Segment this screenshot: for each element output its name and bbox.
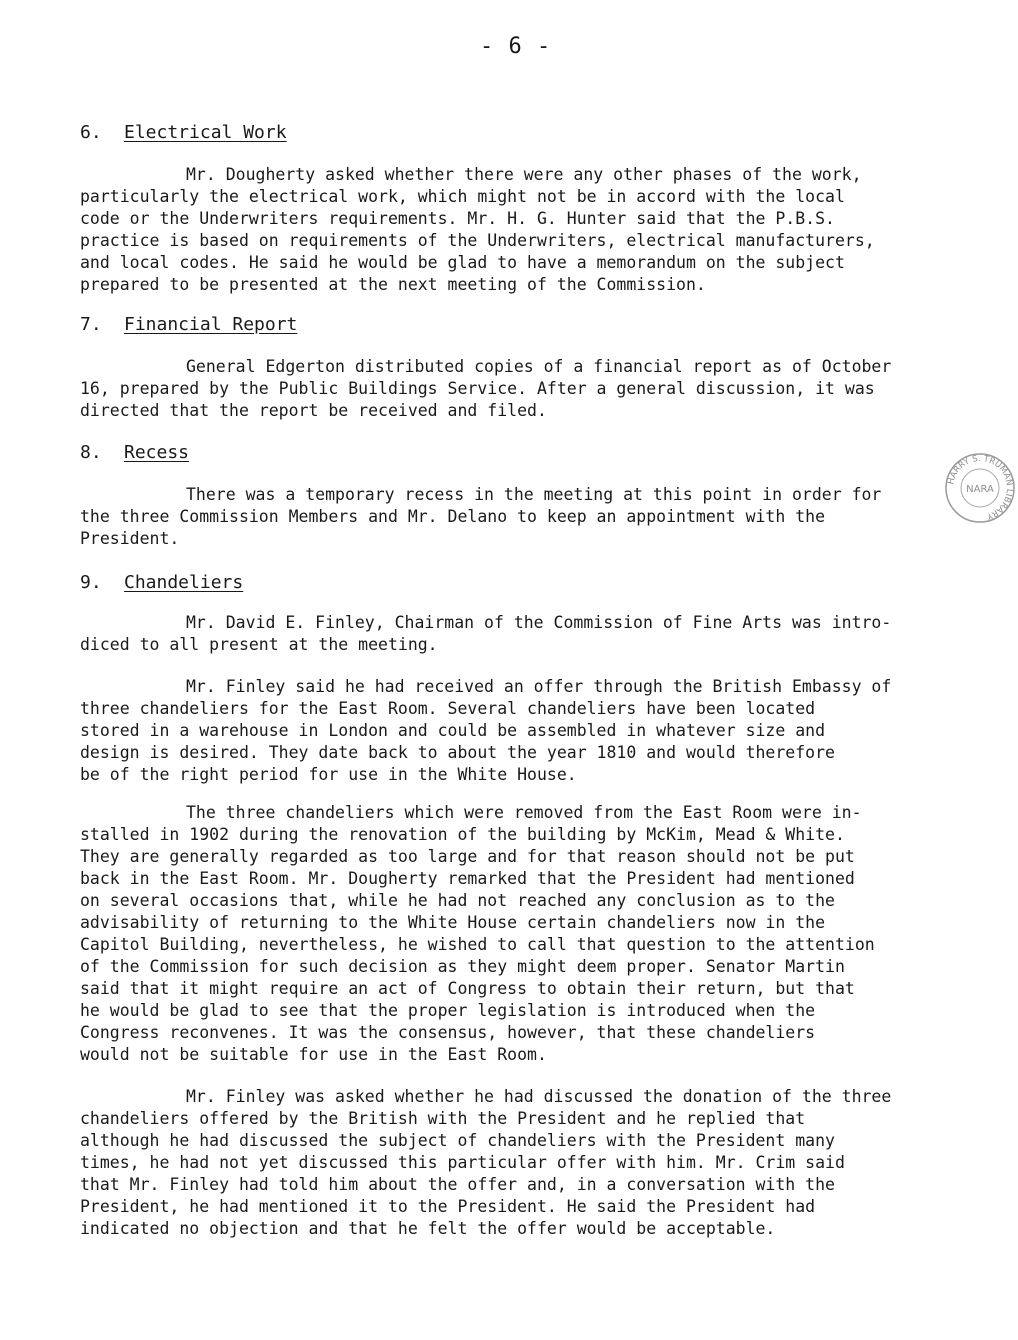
text-line: three chandeliers for the East Room. Several chandeliers have been located bbox=[80, 699, 816, 718]
section-heading-financial-report bbox=[80, 314, 297, 335]
section-number: 8. bbox=[80, 442, 102, 463]
paragraph-financial-report bbox=[80, 356, 960, 422]
text-line: be of the right period for use in the White House. bbox=[80, 765, 577, 784]
text-line: They are generally regarded as too large and for that reason should not be put bbox=[80, 847, 855, 866]
text-line: Mr. Finley said he had received an offer through the British Embassy of bbox=[186, 677, 892, 696]
paragraph-chandeliers-3 bbox=[80, 802, 960, 1066]
text-line: President, he had mentioned it to the President. He said the President had bbox=[80, 1197, 816, 1216]
text-line: said that it might require an act of Congress to obtain their return, but that bbox=[80, 979, 855, 998]
section-heading-recess bbox=[80, 442, 189, 463]
section-title: Recess bbox=[124, 442, 190, 463]
text-line: code or the Underwriters requirements. Mr. H. G. Hunter said that the P.B.S. bbox=[80, 209, 835, 228]
section-number: 6. bbox=[80, 122, 102, 143]
text-line: back in the East Room. Mr. Dougherty remarked that the President had mentioned bbox=[80, 869, 855, 888]
section-title: Chandeliers bbox=[124, 572, 244, 593]
page-number: - 6 - bbox=[480, 34, 552, 59]
text-line: he would be glad to see that the proper legislation is introduced when the bbox=[80, 1001, 816, 1020]
svg-text:HARRY S. TRUMAN LIBRARY: HARRY S. TRUMAN LIBRARY bbox=[946, 453, 1015, 521]
text-line: would not be suitable for use in the East Room. bbox=[80, 1045, 547, 1064]
text-line: Mr. Dougherty asked whether there were any other phases of the work, bbox=[186, 165, 862, 184]
paragraph-chandeliers-1 bbox=[80, 612, 960, 656]
text-line: particularly the electrical work, which might not be in accord with the local bbox=[80, 187, 845, 206]
section-number: 7. bbox=[80, 314, 102, 335]
section-number: 9. bbox=[80, 572, 102, 593]
text-line: on several occasions that, while he had not reached any conclusion as to the bbox=[80, 891, 835, 910]
text-line: The three chandeliers which were removed from the East Room were in- bbox=[186, 803, 862, 822]
text-line: stalled in 1902 during the renovation of the building by McKim, Mead & White. bbox=[80, 825, 845, 844]
text-line: indicated no objection and that he felt the offer would be acceptable. bbox=[80, 1219, 776, 1238]
section-title: Electrical Work bbox=[124, 122, 287, 143]
paragraph-chandeliers-2 bbox=[80, 676, 960, 786]
text-line: the three Commission Members and Mr. Delano to keep an appointment with the bbox=[80, 507, 826, 526]
text-line: President. bbox=[80, 529, 180, 548]
section-heading-chandeliers bbox=[80, 572, 243, 593]
text-line: practice is based on requirements of the Underwriters, electrical manufacturers, bbox=[80, 231, 875, 250]
text-line: Mr. David E. Finley, Chairman of the Commission of Fine Arts was intro- bbox=[186, 613, 892, 632]
text-line: chandeliers offered by the British with the President and he replied that bbox=[80, 1109, 806, 1128]
paragraph-chandeliers-4 bbox=[80, 1086, 960, 1240]
paragraph-electrical-work bbox=[80, 164, 960, 296]
text-line: directed that the report be received and filed. bbox=[80, 401, 547, 420]
text-line: times, he had not yet discussed this particular offer with him. Mr. Crim said bbox=[80, 1153, 845, 1172]
section-title: Financial Report bbox=[124, 314, 298, 335]
text-line: of the Commission for such decision as they might deem proper. Senator Martin bbox=[80, 957, 845, 976]
text-line: design is desired. They date back to about the year 1810 and would therefore bbox=[80, 743, 835, 762]
library-seal-stamp bbox=[944, 452, 1016, 524]
text-line: prepared to be presented at the next meeting of the Commission. bbox=[80, 275, 706, 294]
text-line: Capitol Building, nevertheless, he wished to call that question to the attention bbox=[80, 935, 875, 954]
text-line: although he had discussed the subject of chandeliers with the President many bbox=[80, 1131, 835, 1150]
text-line: 16, prepared by the Public Buildings Service. After a general discussion, it was bbox=[80, 379, 875, 398]
text-line: General Edgerton distributed copies of a financial report as of October bbox=[186, 357, 892, 376]
svg-text:NARA: NARA bbox=[966, 484, 994, 495]
text-line: There was a temporary recess in the meeting at this point in order for bbox=[186, 485, 882, 504]
text-line: stored in a warehouse in London and could be assembled in whatever size and bbox=[80, 721, 826, 740]
text-line: and local codes. He said he would be glad to have a memorandum on the subject bbox=[80, 253, 845, 272]
paragraph-recess bbox=[80, 484, 960, 550]
section-heading-electrical-work bbox=[80, 122, 287, 143]
text-line: that Mr. Finley had told him about the offer and, in a conversation with the bbox=[80, 1175, 835, 1194]
text-line: diced to all present at the meeting. bbox=[80, 635, 438, 654]
text-line: Congress reconvenes. It was the consensus, however, that these chandeliers bbox=[80, 1023, 816, 1042]
text-line: advisability of returning to the White House certain chandeliers now in the bbox=[80, 913, 826, 932]
text-line: Mr. Finley was asked whether he had discussed the donation of the three bbox=[186, 1087, 892, 1106]
